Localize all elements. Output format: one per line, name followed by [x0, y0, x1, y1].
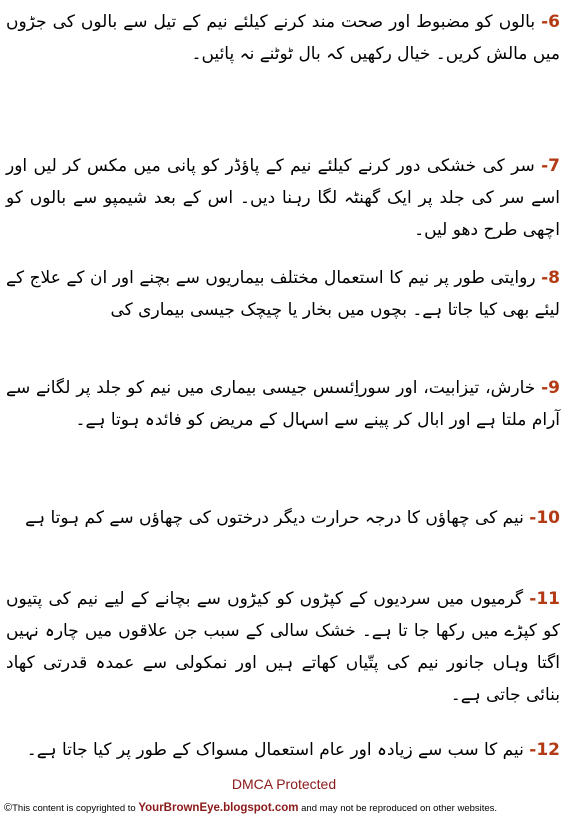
list-item [6, 502, 560, 534]
list-item [6, 150, 560, 246]
list-item [6, 734, 560, 766]
list-item [6, 372, 560, 436]
item-text: بالوں کو مضبوط اور صحت مند کرنے کیلئے نیم کے تیل سے بالوں کی جڑوں میں مالش کریں۔ خیال رکھیں کہ بال ٹوٹنے نہ پائیں۔ [6, 12, 560, 64]
item-text: نیم کا سب سے زیادہ اور عام استعمال مسواک کے طور پر کیا جاتا ہے۔ [26, 740, 524, 760]
copyright-footer [4, 802, 564, 814]
item-text: خارش، تیزابیت، اور سوراِئسس جیسی بیماری میں نیم کو جلد پر لگانے سے آرام ملتا ہے اور ابال کر پینے سے اسہال کے مریض کو فائدہ ہوتا ہے۔ [6, 378, 560, 430]
item-number: 8- [541, 268, 560, 288]
list-item [6, 6, 560, 70]
item-text: سر کی خشکی دور کرنے کیلئے نیم کے پاؤڈر کو پانی میں مکس کر لیں اور اسے سر کی جلد پر ایک گھنٹہ لگا رہنا دیں۔ اس کے بعد شیمپو سے بالوں کو اچھی طرح دھو لیں۔ [6, 156, 560, 240]
footer-text-after: and may not be reproduced on other websites. [298, 803, 498, 814]
list-item [6, 583, 560, 711]
footer-text-before: This content is copyrighted to [12, 803, 139, 814]
item-number: 12- [529, 740, 560, 760]
item-number: 10- [529, 508, 560, 528]
item-text: نیم کی چھاؤں کا درجہ حرارت دیگر درختوں کی چھاؤں سے کم ہوتا ہے [25, 508, 524, 528]
item-number: 11- [529, 589, 560, 609]
dmca-badge[interactable]: DMCA Protected [231, 776, 337, 792]
item-text: روایتی طور پر نیم کا استعمال مختلف بیماریوں سے بچنے اور ان کے علاج کے لیئے بھی کیا جاتا ہے۔ بچوں میں بخار یا چیچک جیسی بیماری کی [6, 268, 560, 320]
list-item [6, 262, 560, 326]
site-link[interactable]: YourBrownEye.blogspot.com [138, 802, 299, 814]
item-number: 6- [541, 12, 560, 32]
item-text: گرمیوں میں سردیوں کے کپڑوں کو کیڑوں سے بچانے کے لیے نیم کی پتیوں کو کپڑے میں رکھا جا تا ہے۔ خشک سالی کے سبب جن علاقوں میں چارہ نہیں اگتا وہاں جانور نیم کی پتّیاں کھاتے ہیں اور نمکولی سے عمدہ قدرتی کھاد بنائی جاتی ہے۔ [6, 589, 560, 705]
item-number: 7- [541, 156, 560, 176]
copyright-icon: © [4, 802, 13, 814]
item-number: 9- [541, 378, 561, 398]
